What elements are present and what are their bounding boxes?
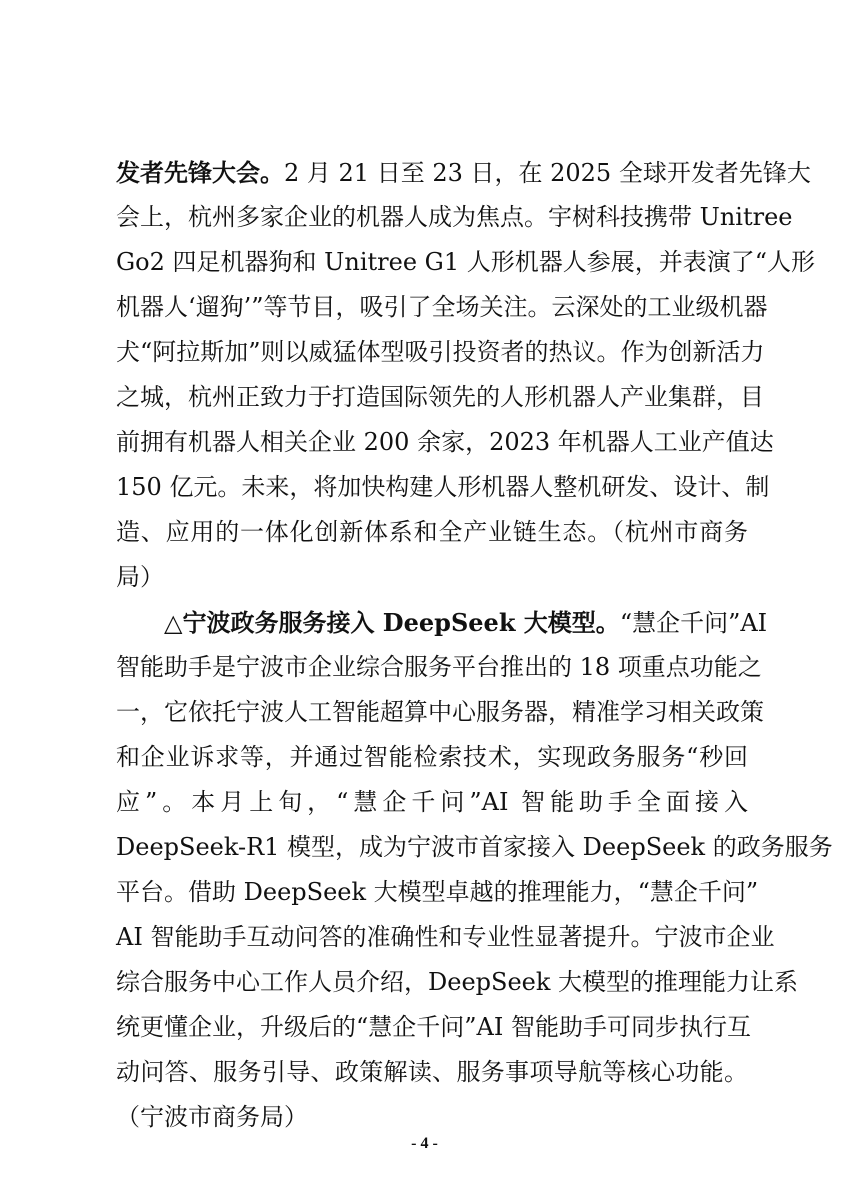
text-line: 犬“阿拉斯加”则以威猛体型吸引投资者的热议。作为创新活力 (116, 338, 765, 366)
text-line: 应”。本月上旬，“慧企千问”AI 智能助手全面接入 (116, 788, 748, 816)
text-line: 统更懂企业，升级后的“慧企千问”AI 智能助手可同步执行互 (116, 1013, 751, 1041)
paragraph-hangzhou (116, 150, 815, 600)
text-line: 和企业诉求等，并通过智能检索技术，实现政务服务“秒回 (116, 743, 748, 771)
text-line: AI 智能助手互动问答的准确性和专业性显著提升。宁波市企业 (116, 923, 775, 951)
paragraph-ningbo (116, 600, 833, 1140)
text-line: 发者先锋大会。2 月 21 日至 23 日，在 2025 全球开发者先锋大 (116, 158, 811, 187)
text-line: 平台。借助 DeepSeek 大模型卓越的推理能力，“慧企千问” (116, 878, 759, 906)
text-line: 局） (116, 563, 164, 591)
text-line: 动问答、服务引导、政策解读、服务事项导航等核心功能。 (116, 1058, 748, 1086)
body-text (116, 150, 833, 1140)
text-line: 150 亿元。未来，将加快构建人形机器人整机研发、设计、制 (116, 473, 770, 501)
text-line: 机器人‘遛狗’”等节目，吸引了全场关注。云深处的工业级机器 (116, 293, 768, 321)
text-line: （宁波市商务局） (116, 1103, 308, 1131)
text-line: DeepSeek-R1 模型，成为宁波市首家接入 DeepSeek 的政务服务 (116, 833, 833, 861)
text-line: 综合服务中心工作人员介绍，DeepSeek 大模型的推理能力让系 (116, 968, 799, 996)
text-line: 造、应用的一体化创新体系和全产业链生态。（杭州市商务 (116, 518, 748, 546)
page-number: - 4 - (411, 1135, 438, 1152)
text-line: Go2 四足机器狗和 Unitree G1 人形机器人参展，并表演了“人形 (116, 248, 815, 276)
text-line: △宁波政务服务接入 DeepSeek 大模型。“慧企千问”AI (164, 608, 768, 637)
bold-heading: 发者先锋大会。 (116, 158, 284, 187)
text-line: 之城，杭州正致力于打造国际领先的人形机器人产业集群，目 (116, 383, 764, 411)
text-line: 一，它依托宁波人工智能超算中心服务器，精准学习相关政策 (116, 698, 764, 726)
text-line: 会上，杭州多家企业的机器人成为焦点。宇树科技携带 Unitree (116, 203, 793, 231)
text-line: 智能助手是宁波市企业综合服务平台推出的 18 项重点功能之 (116, 653, 762, 681)
text-line: 前拥有机器人相关企业 200 余家，2023 年机器人工业产值达 (116, 428, 774, 456)
bold-heading: △宁波政务服务接入 DeepSeek 大模型。 (164, 608, 620, 637)
